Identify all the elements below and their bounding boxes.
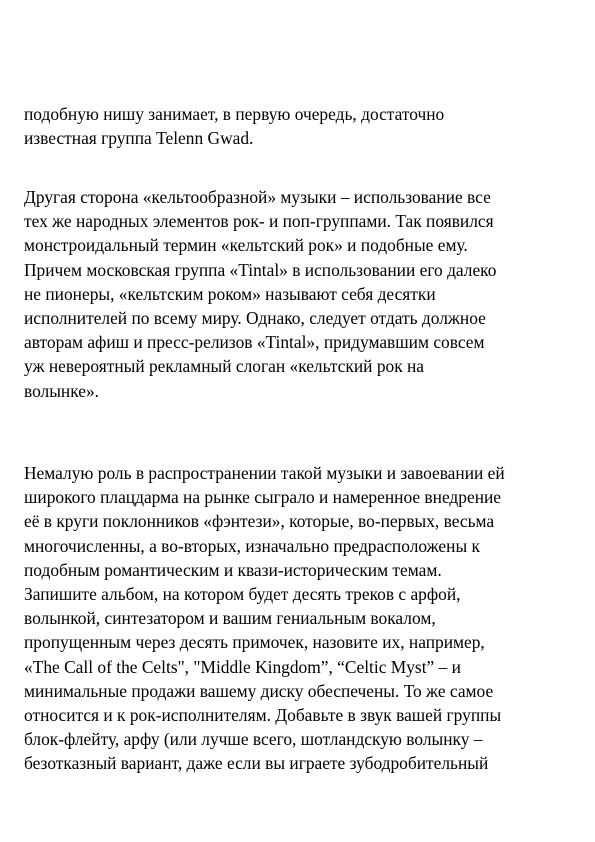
text-line: уж невероятный рекламный слоган «кельтский рок на [24, 356, 425, 377]
text-line: Причем московская группа «Tintal» в использовании его далеко [24, 259, 497, 280]
text-line: Запишите альбом, на котором будет десять треков с арфой, [24, 583, 461, 604]
text-line: Немалую роль в распространении такой музыки и завоевании ей [24, 463, 505, 483]
text-line: «The Call of the Celts", "Middle Kingdom”, “Celtic Myst” – и [24, 656, 461, 677]
paragraph-2 [24, 185, 584, 403]
text-line: минимальные продажи вашему диску обеспечены. То же самое [24, 680, 494, 701]
paragraph-3 [24, 461, 584, 775]
text-line: волынкой, синтезатором и вашим гениальным вокалом, [24, 608, 436, 629]
text-line: относится и к рок-исполнителям. Добавьте в звук вашей группы [24, 704, 502, 725]
text-line: монстроидальный термин «кельтский рок» и подобные ему. [24, 235, 468, 256]
text-line: авторам афиш и пресс-релизов «Tintal», придумавшим совсем [24, 332, 485, 353]
text-line: безотказный вариант, даже если вы играете зубодробительный [24, 753, 489, 774]
text-line: исполнителей по всему миру. Однако, следует отдать должное [24, 307, 486, 328]
text-line: Другая сторона «кельтообразной» музыки – использование все [24, 187, 491, 207]
text-line: пропущенным через десять примочек, назовите их, например, [24, 632, 485, 653]
text-line: её в круги поклонников «фэнтези», которые, во-первых, весьма [24, 511, 495, 532]
text-line: волынке». [24, 380, 100, 401]
text-line: подобным романтическим и квази-историческим темам. [24, 559, 442, 580]
text-line: блок-флейту, арфу (или лучше всего, шотландскую волынку – [24, 729, 483, 750]
text-line: тех же народных элементов рок- и поп-группами. Так появился [24, 211, 494, 232]
paragraph-1 [24, 102, 584, 150]
text-line: известная группа Telenn Gwad. [24, 128, 254, 149]
text-line: многочисленны, а во-вторых, изначально предрасположены к [24, 535, 480, 556]
text-line: не пионеры, «кельтским роком» называют себя десятки [24, 283, 436, 304]
text-line: широкого плацдарма на рынке сыграло и намеренное внедрение [24, 487, 502, 508]
text-line: подобную нишу занимает, в первую очередь, достаточно [24, 104, 445, 124]
